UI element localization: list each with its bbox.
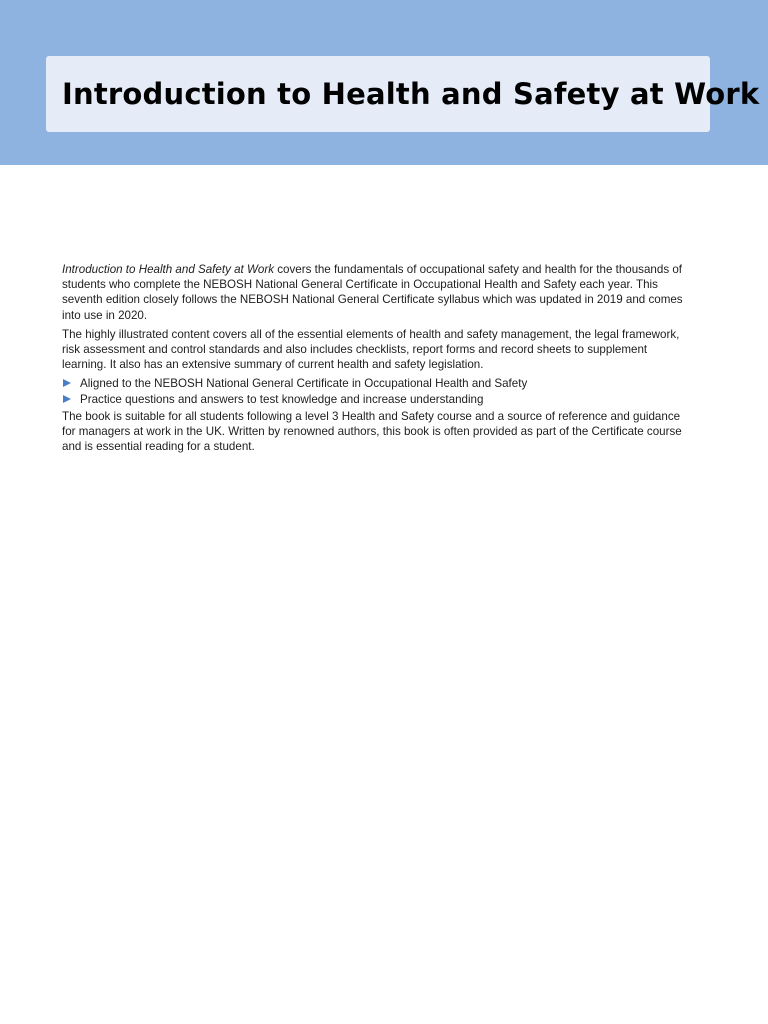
feature-list-item <box>62 392 688 407</box>
header-band <box>0 0 768 165</box>
feature-list <box>62 376 688 406</box>
triangle-right-icon <box>63 395 71 403</box>
page-title: Introduction to Health and Safety at Work <box>62 77 760 111</box>
description-body <box>62 262 688 458</box>
triangle-right-icon <box>63 379 71 387</box>
feature-list-item <box>62 376 688 391</box>
feature-list-item-text: Practice questions and answers to test knowledge and increase understanding <box>80 392 484 406</box>
intro-paragraph-text: covers the fundamentals of occupational safety and health for the thousands of students who complete the NEBOSH National General Certificate in Occupational Health and Safety each year. This seventh edition closely follows the NEBOSH National General Certificate syllabus which was updated in 2019 and comes into use in 2020. <box>62 263 683 322</box>
content-paragraph: The highly illustrated content covers all of the essential elements of health and safety management, the legal framework, risk assessment and control standards and also includes checklists, report forms and record sheets to supplement learning. It also has an extensive summary of current health and safety legislation. <box>62 327 680 372</box>
intro-paragraph <box>62 262 688 323</box>
feature-list-item-text: Aligned to the NEBOSH National General Certificate in Occupational Health and Safety <box>80 377 528 391</box>
audience-paragraph: The book is suitable for all students following a level 3 Health and Safety course and a source of reference and guidance for managers at work in the UK. Written by renowned authors, this book is often provided as part of the Certificate course and is essential reading for a student. <box>62 409 682 454</box>
book-title-italic: Introduction to Health and Safety at Work <box>62 263 275 276</box>
title-box <box>46 56 760 132</box>
